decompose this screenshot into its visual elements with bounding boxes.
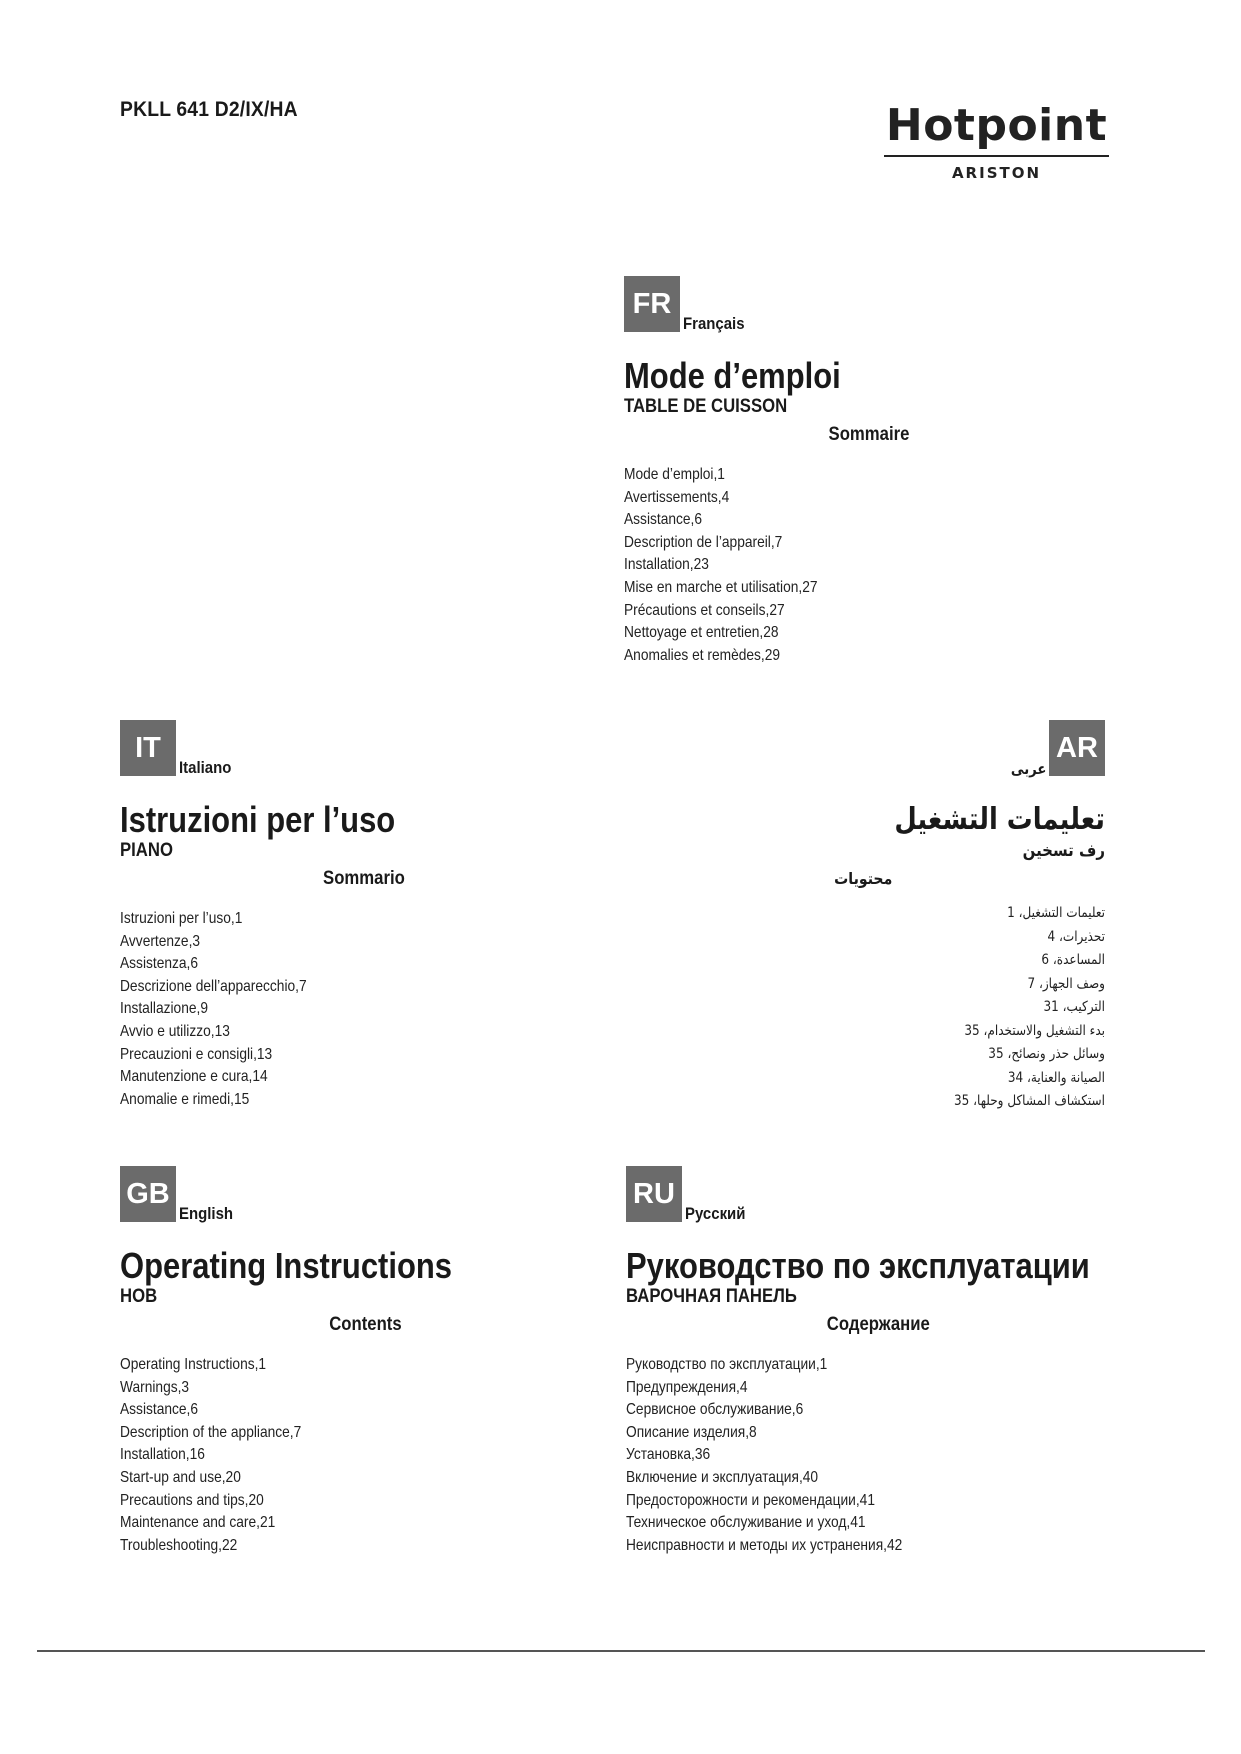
section-ar	[640, 720, 1105, 1114]
language-badge: AR	[1049, 720, 1105, 776]
manual-title: Mode d’emploi	[624, 355, 841, 396]
section-ru	[626, 1166, 1186, 1557]
toc-item: المساعدة، 6	[1041, 952, 1105, 968]
toc-item: Avertissements,4	[624, 488, 730, 506]
language-name: Italiano	[179, 758, 232, 777]
manual-title: Operating Instructions	[120, 1245, 453, 1286]
manual-subtitle: PIANO	[120, 840, 173, 861]
toc-item: Anomalies et remèdes,29	[624, 646, 781, 664]
language-header	[624, 276, 1144, 334]
toc-item: Установка,36	[626, 1446, 711, 1464]
toc-item: وصف الجهاز، 7	[1027, 975, 1105, 992]
toc-item: الصيانة والعناية، 34	[1007, 1069, 1105, 1086]
brand-logo	[884, 100, 1109, 182]
toc-item: Precautions and tips,20	[120, 1491, 264, 1509]
toc-item: Nettoyage et entretien,28	[624, 624, 779, 642]
toc-item: Warnings,3	[120, 1378, 190, 1396]
toc-heading: Sommario	[323, 868, 405, 889]
language-name: Français	[683, 314, 745, 333]
toc-heading: Sommaire	[828, 424, 910, 445]
toc-heading: Contents	[329, 1314, 402, 1335]
manual-subtitle: ВАРОЧНАЯ ПАНЕЛЬ	[626, 1286, 797, 1307]
language-name: English	[179, 1204, 234, 1223]
section-gb	[120, 1166, 600, 1557]
toc-item: Assistance,6	[624, 511, 703, 529]
manual-subtitle: رف تسخين	[1022, 841, 1105, 861]
toc-item: Start-up and use,20	[120, 1468, 241, 1486]
toc-item: Assistenza,6	[120, 955, 199, 973]
toc-item: Предосторожности и рекомендации,41	[626, 1491, 875, 1509]
toc-list	[624, 464, 1144, 667]
toc-heading: Содержание	[826, 1314, 930, 1335]
logo-brand-text: Hotpoint	[885, 100, 1108, 151]
language-badge: RU	[626, 1166, 682, 1222]
toc-list	[640, 902, 1105, 1114]
toc-item: Avvertenze,3	[120, 932, 201, 950]
toc-item: Maintenance and care,21	[120, 1514, 276, 1532]
toc-item: Description de l’appareil,7	[624, 533, 783, 551]
toc-item: تحذيرات، 4	[1047, 928, 1105, 945]
bottom-divider	[37, 1650, 1205, 1652]
toc-item: Anomalie e rimedi,15	[120, 1090, 250, 1108]
toc-item: Описание изделия,8	[626, 1423, 757, 1441]
toc-item: تعليمات التشغيل، 1	[1007, 905, 1105, 921]
toc-item: Troubleshooting,22	[120, 1536, 238, 1554]
section-it	[120, 720, 600, 1111]
toc-item: Installation,16	[120, 1446, 205, 1464]
toc-item: Précautions et conseils,27	[624, 601, 785, 619]
toc-item: Техническое обслуживание и уход,41	[626, 1514, 866, 1532]
toc-item: Mode d’emploi,1	[624, 466, 725, 483]
section-fr	[624, 276, 1144, 667]
manual-title: تعليمات التشغيل	[894, 802, 1105, 837]
toc-item: Istruzioni per l’uso,1	[120, 910, 243, 927]
manual-subtitle: TABLE DE CUISSON	[624, 396, 788, 417]
language-header	[120, 720, 600, 778]
toc-item: Descrizione dell’apparecchio,7	[120, 977, 307, 995]
toc-list	[120, 1354, 600, 1557]
manual-title: Руководство по эксплуатации	[626, 1245, 1090, 1286]
toc-list	[626, 1354, 1186, 1557]
toc-item: استكشاف المشاكل وحلها، 35	[953, 1093, 1105, 1109]
toc-item: Avvio e utilizzo,13	[120, 1022, 230, 1040]
toc-item: Руководство по эксплуатации,1	[626, 1356, 828, 1373]
toc-heading: محتويات	[834, 869, 893, 888]
language-header	[626, 1166, 1186, 1224]
language-badge: IT	[120, 720, 176, 776]
model-number: PKLL 641 D2/IX/HA	[120, 98, 298, 121]
language-badge: GB	[120, 1166, 176, 1222]
manual-title: Istruzioni per l’uso	[120, 799, 396, 840]
toc-item: Mise en marche et utilisation,27	[624, 578, 818, 596]
toc-item: Installazione,9	[120, 1000, 208, 1018]
language-badge: FR	[624, 276, 680, 332]
toc-item: Предупреждения,4	[626, 1378, 748, 1396]
language-name: Русский	[685, 1204, 746, 1223]
toc-item: Installation,23	[624, 556, 709, 574]
toc-item: بدء التشغيل والاستخدام، 35	[964, 1022, 1105, 1039]
toc-item: وسائل حذر ونصائح، 35	[988, 1046, 1105, 1062]
toc-item: Неисправности и методы их устранения,42	[626, 1536, 903, 1554]
toc-item: التركيب، 31	[1043, 999, 1105, 1015]
toc-list	[120, 908, 600, 1111]
toc-item: Precauzioni e consigli,13	[120, 1045, 273, 1063]
toc-item: Description of the appliance,7	[120, 1423, 302, 1441]
logo-sub-text: ARISTON	[951, 164, 1042, 182]
language-header	[640, 720, 1105, 778]
language-name: عربى	[1010, 760, 1046, 778]
toc-item: Включение и эксплуатация,40	[626, 1468, 819, 1486]
manual-subtitle: HOB	[120, 1286, 158, 1307]
toc-item: Assistance,6	[120, 1401, 199, 1419]
toc-item: Сервисное обслуживание,6	[626, 1401, 804, 1419]
language-header	[120, 1166, 600, 1224]
toc-item: Operating Instructions,1	[120, 1356, 267, 1373]
logo-divider	[884, 155, 1109, 157]
toc-item: Manutenzione e cura,14	[120, 1068, 268, 1086]
